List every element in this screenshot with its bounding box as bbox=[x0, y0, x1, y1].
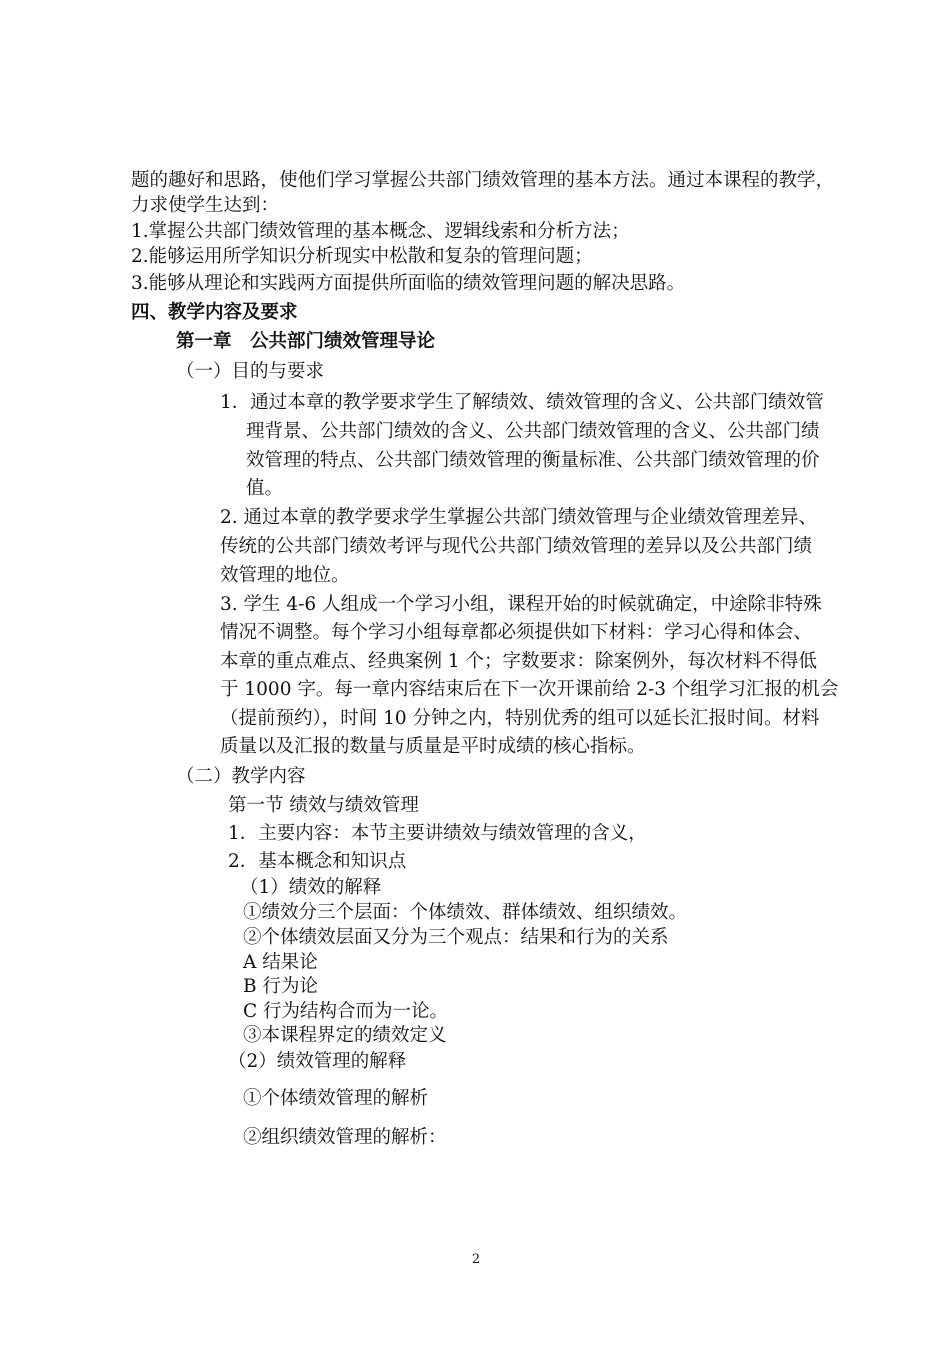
requirement-line: 于 1000 字。每一章内容结束后在下一次开课前给 2-3 个组学习汇报的机会 bbox=[220, 679, 839, 700]
sub-point: B 行为论 bbox=[243, 976, 318, 997]
sub-item-title: （2）绩效管理的解释 bbox=[228, 1051, 407, 1072]
requirement-line: 本章的重点难点、经典案例 1 个；字数要求：除案例外，每次材料不得低 bbox=[220, 651, 818, 672]
goal-item: 2.能够运用所学知识分析现实中松散和复杂的管理问题； bbox=[131, 246, 593, 267]
content-item: 2．基本概念和知识点 bbox=[228, 851, 407, 872]
sub-point: ③本课程界定的绩效定义 bbox=[243, 1025, 447, 1046]
requirement-line: （提前预约），时间 10 分钟之内，特别优秀的组可以延长汇报时间。材料 bbox=[220, 708, 820, 729]
sub-point: ②个体绩效层面又分为三个观点：结果和行为的关系 bbox=[243, 927, 669, 948]
goal-item: 3.能够从理论和实践两方面提供所面临的绩效管理问题的解决思路。 bbox=[131, 273, 686, 294]
chapter-title: 第一章 公共部门绩效管理导论 bbox=[176, 331, 436, 352]
sub-item-title: （1）绩效的解释 bbox=[240, 877, 382, 898]
requirement-line: 质量以及汇报的数量与质量是平时成绩的核心指标。 bbox=[220, 736, 646, 757]
requirement-line: 3. 学生 4-6 人组成一个学习小组，课程开始的时候就确定，中途除非特殊 bbox=[220, 594, 822, 615]
requirement-line: 1．通过本章的教学要求学生了解绩效、绩效管理的含义、公共部门绩效管 bbox=[220, 392, 824, 413]
requirement-line: 情况不调整。每个学习小组每章都必须提供如下材料：学习心得和体会、 bbox=[220, 622, 813, 643]
sub-point: C 行为结构合而为一论。 bbox=[243, 1001, 449, 1022]
intro-line: 力求使学生达到： bbox=[131, 195, 280, 216]
requirement-line: 效管理的地位。 bbox=[220, 565, 350, 586]
requirement-line: 效管理的特点、公共部门绩效管理的衡量标准、公共部门绩效管理的价 bbox=[246, 450, 820, 471]
part-title: （一）目的与要求 bbox=[176, 361, 325, 382]
intro-line: 题的趣好和思路，使他们学习掌握公共部门绩效管理的基本方法。通过本课程的教学， bbox=[131, 170, 835, 191]
requirement-line: 理背景、公共部门绩效的含义、公共部门绩效管理的含义、公共部门绩 bbox=[246, 421, 820, 442]
requirement-line: 2. 通过本章的教学要求学生掌握公共部门绩效管理与企业绩效管理差异、 bbox=[220, 507, 818, 528]
sub-point: ②组织绩效管理的解析： bbox=[243, 1127, 447, 1148]
section-heading: 四、教学内容及要求 bbox=[131, 302, 298, 323]
sub-point: ①绩效分三个层面：个体绩效、群体绩效、组织绩效。 bbox=[243, 902, 688, 923]
content-item: 1．主要内容：本节主要讲绩效与绩效管理的含义， bbox=[228, 823, 647, 844]
sub-point: ①个体绩效管理的解析 bbox=[243, 1088, 429, 1109]
goal-item: 1.掌握公共部门绩效管理的基本概念、逻辑线索和分析方法； bbox=[131, 221, 630, 242]
sub-point: A 结果论 bbox=[243, 952, 318, 973]
subsection-title: 第一节 绩效与绩效管理 bbox=[228, 795, 419, 816]
requirement-line: 传统的公共部门绩效考评与现代公共部门绩效管理的差异以及公共部门绩 bbox=[220, 536, 813, 557]
page-number: 2 bbox=[471, 1252, 481, 1267]
requirement-line: 值。 bbox=[246, 478, 284, 499]
part-title: （二）教学内容 bbox=[176, 766, 306, 787]
